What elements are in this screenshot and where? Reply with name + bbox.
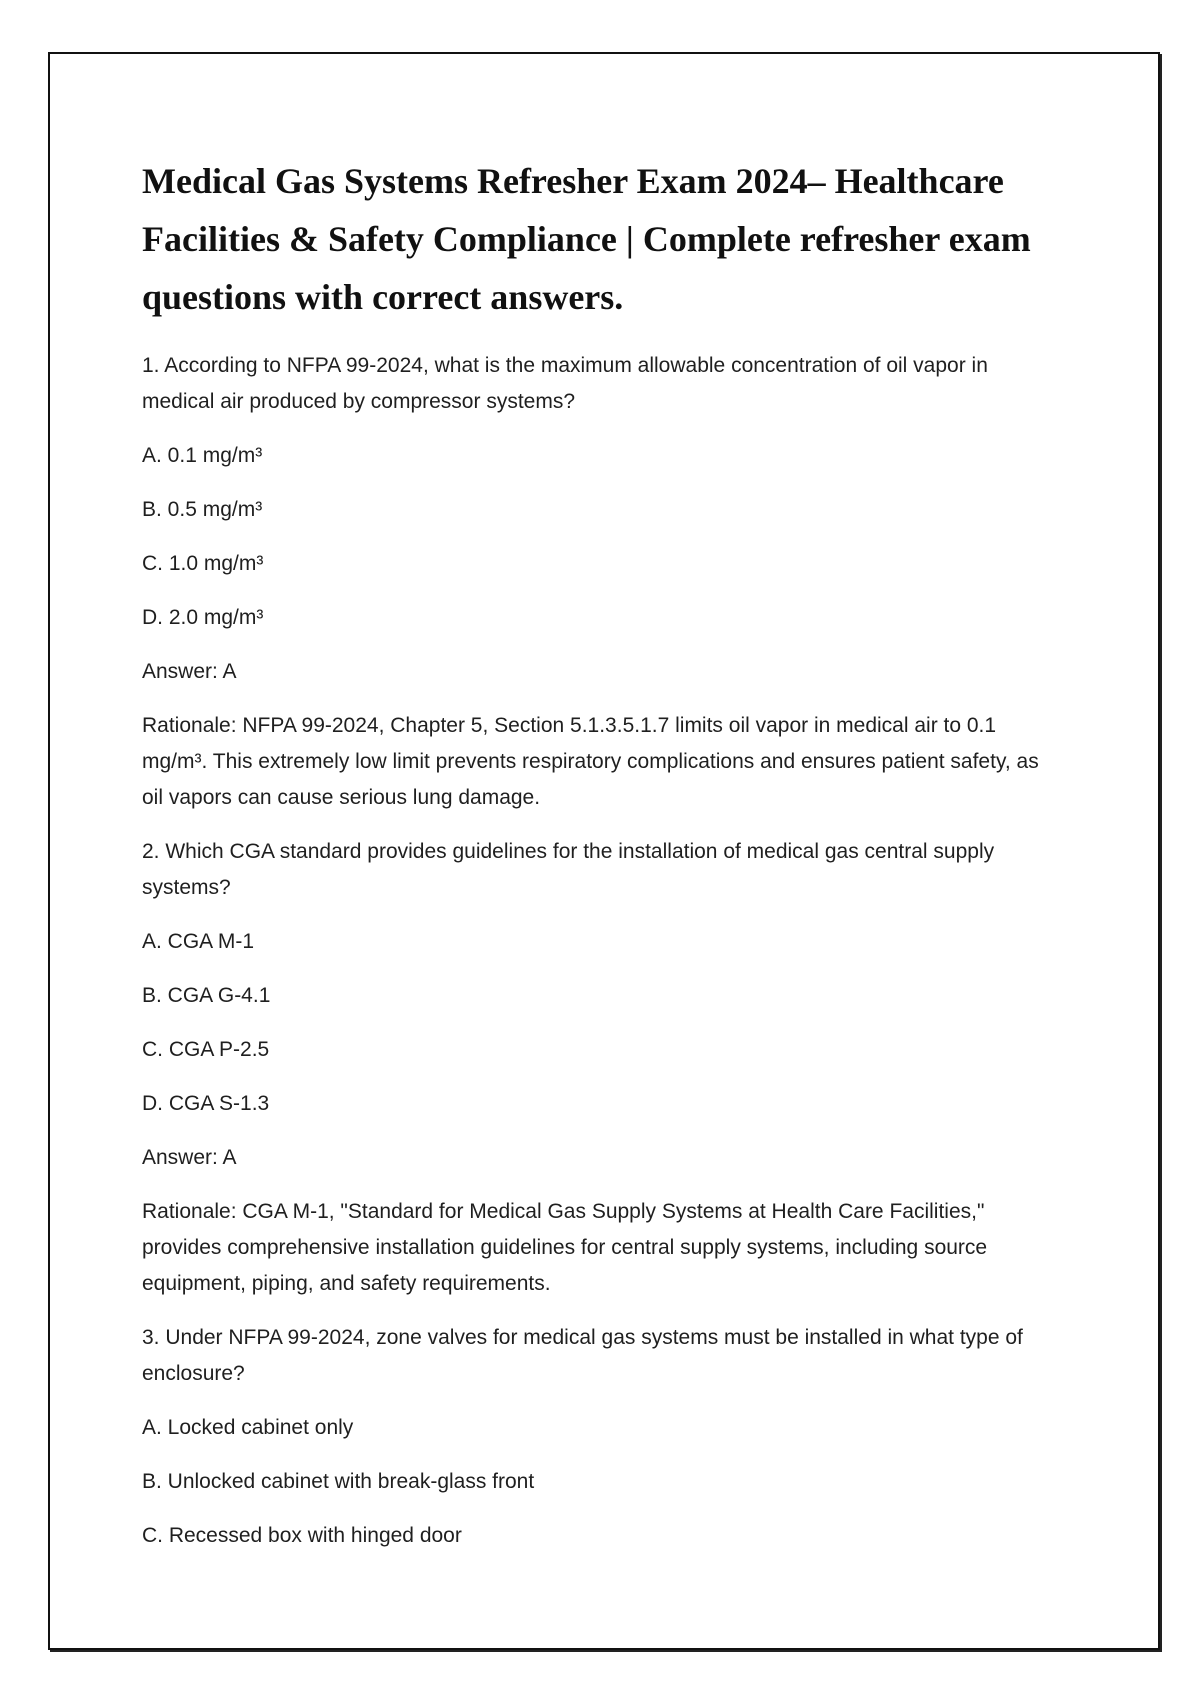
option-d: D. 2.0 mg/m³ <box>142 606 264 629</box>
option-d: D. CGA S-1.3 <box>142 1092 270 1115</box>
document-body <box>142 152 1062 1572</box>
rationale-text: Rationale: NFPA 99-2024, Chapter 5, Section 5.1.3.5.1.7 limits oil vapor in medical air to 0.1 mg/m³. This extremely low limit prevents respiratory complications and ensures patient safety, as oil vapors can cause serious lung damage. <box>142 714 1039 809</box>
question-text: 1. According to NFPA 99-2024, what is the maximum allowable concentration of oil vapor in medical air produced by compressor systems? <box>142 354 988 413</box>
document-title: Medical Gas Systems Refresher Exam 2024– Healthcare Facilities & Safety Compliance | Complete refresher exam questions with correct answers. <box>142 161 1031 317</box>
option-b: B. CGA G-4.1 <box>142 984 271 1007</box>
rationale-text: Rationale: CGA M-1, "Standard for Medical Gas Supply Systems at Health Care Facilities," provides comprehensive installation guidelines for central supply systems, including source equipment, piping, and safety requirements. <box>142 1200 988 1295</box>
question-2 <box>142 834 1062 1302</box>
option-a: A. CGA M-1 <box>142 930 255 953</box>
answer-text: Answer: A <box>142 660 237 683</box>
option-c: C. 1.0 mg/m³ <box>142 552 264 575</box>
option-c: C. Recessed box with hinged door <box>142 1524 462 1547</box>
question-text: 3. Under NFPA 99-2024, zone valves for medical gas systems must be installed in what type of enclosure? <box>142 1326 1023 1385</box>
option-b: B. Unlocked cabinet with break-glass front <box>142 1470 535 1493</box>
question-text: 2. Which CGA standard provides guidelines for the installation of medical gas central supply systems? <box>142 840 995 899</box>
option-c: C. CGA P-2.5 <box>142 1038 270 1061</box>
option-a: A. Locked cabinet only <box>142 1416 354 1439</box>
answer-text: Answer: A <box>142 1146 237 1169</box>
option-b: B. 0.5 mg/m³ <box>142 498 263 521</box>
question-3 <box>142 1320 1062 1554</box>
question-1 <box>142 348 1062 816</box>
option-a: A. 0.1 mg/m³ <box>142 444 263 467</box>
